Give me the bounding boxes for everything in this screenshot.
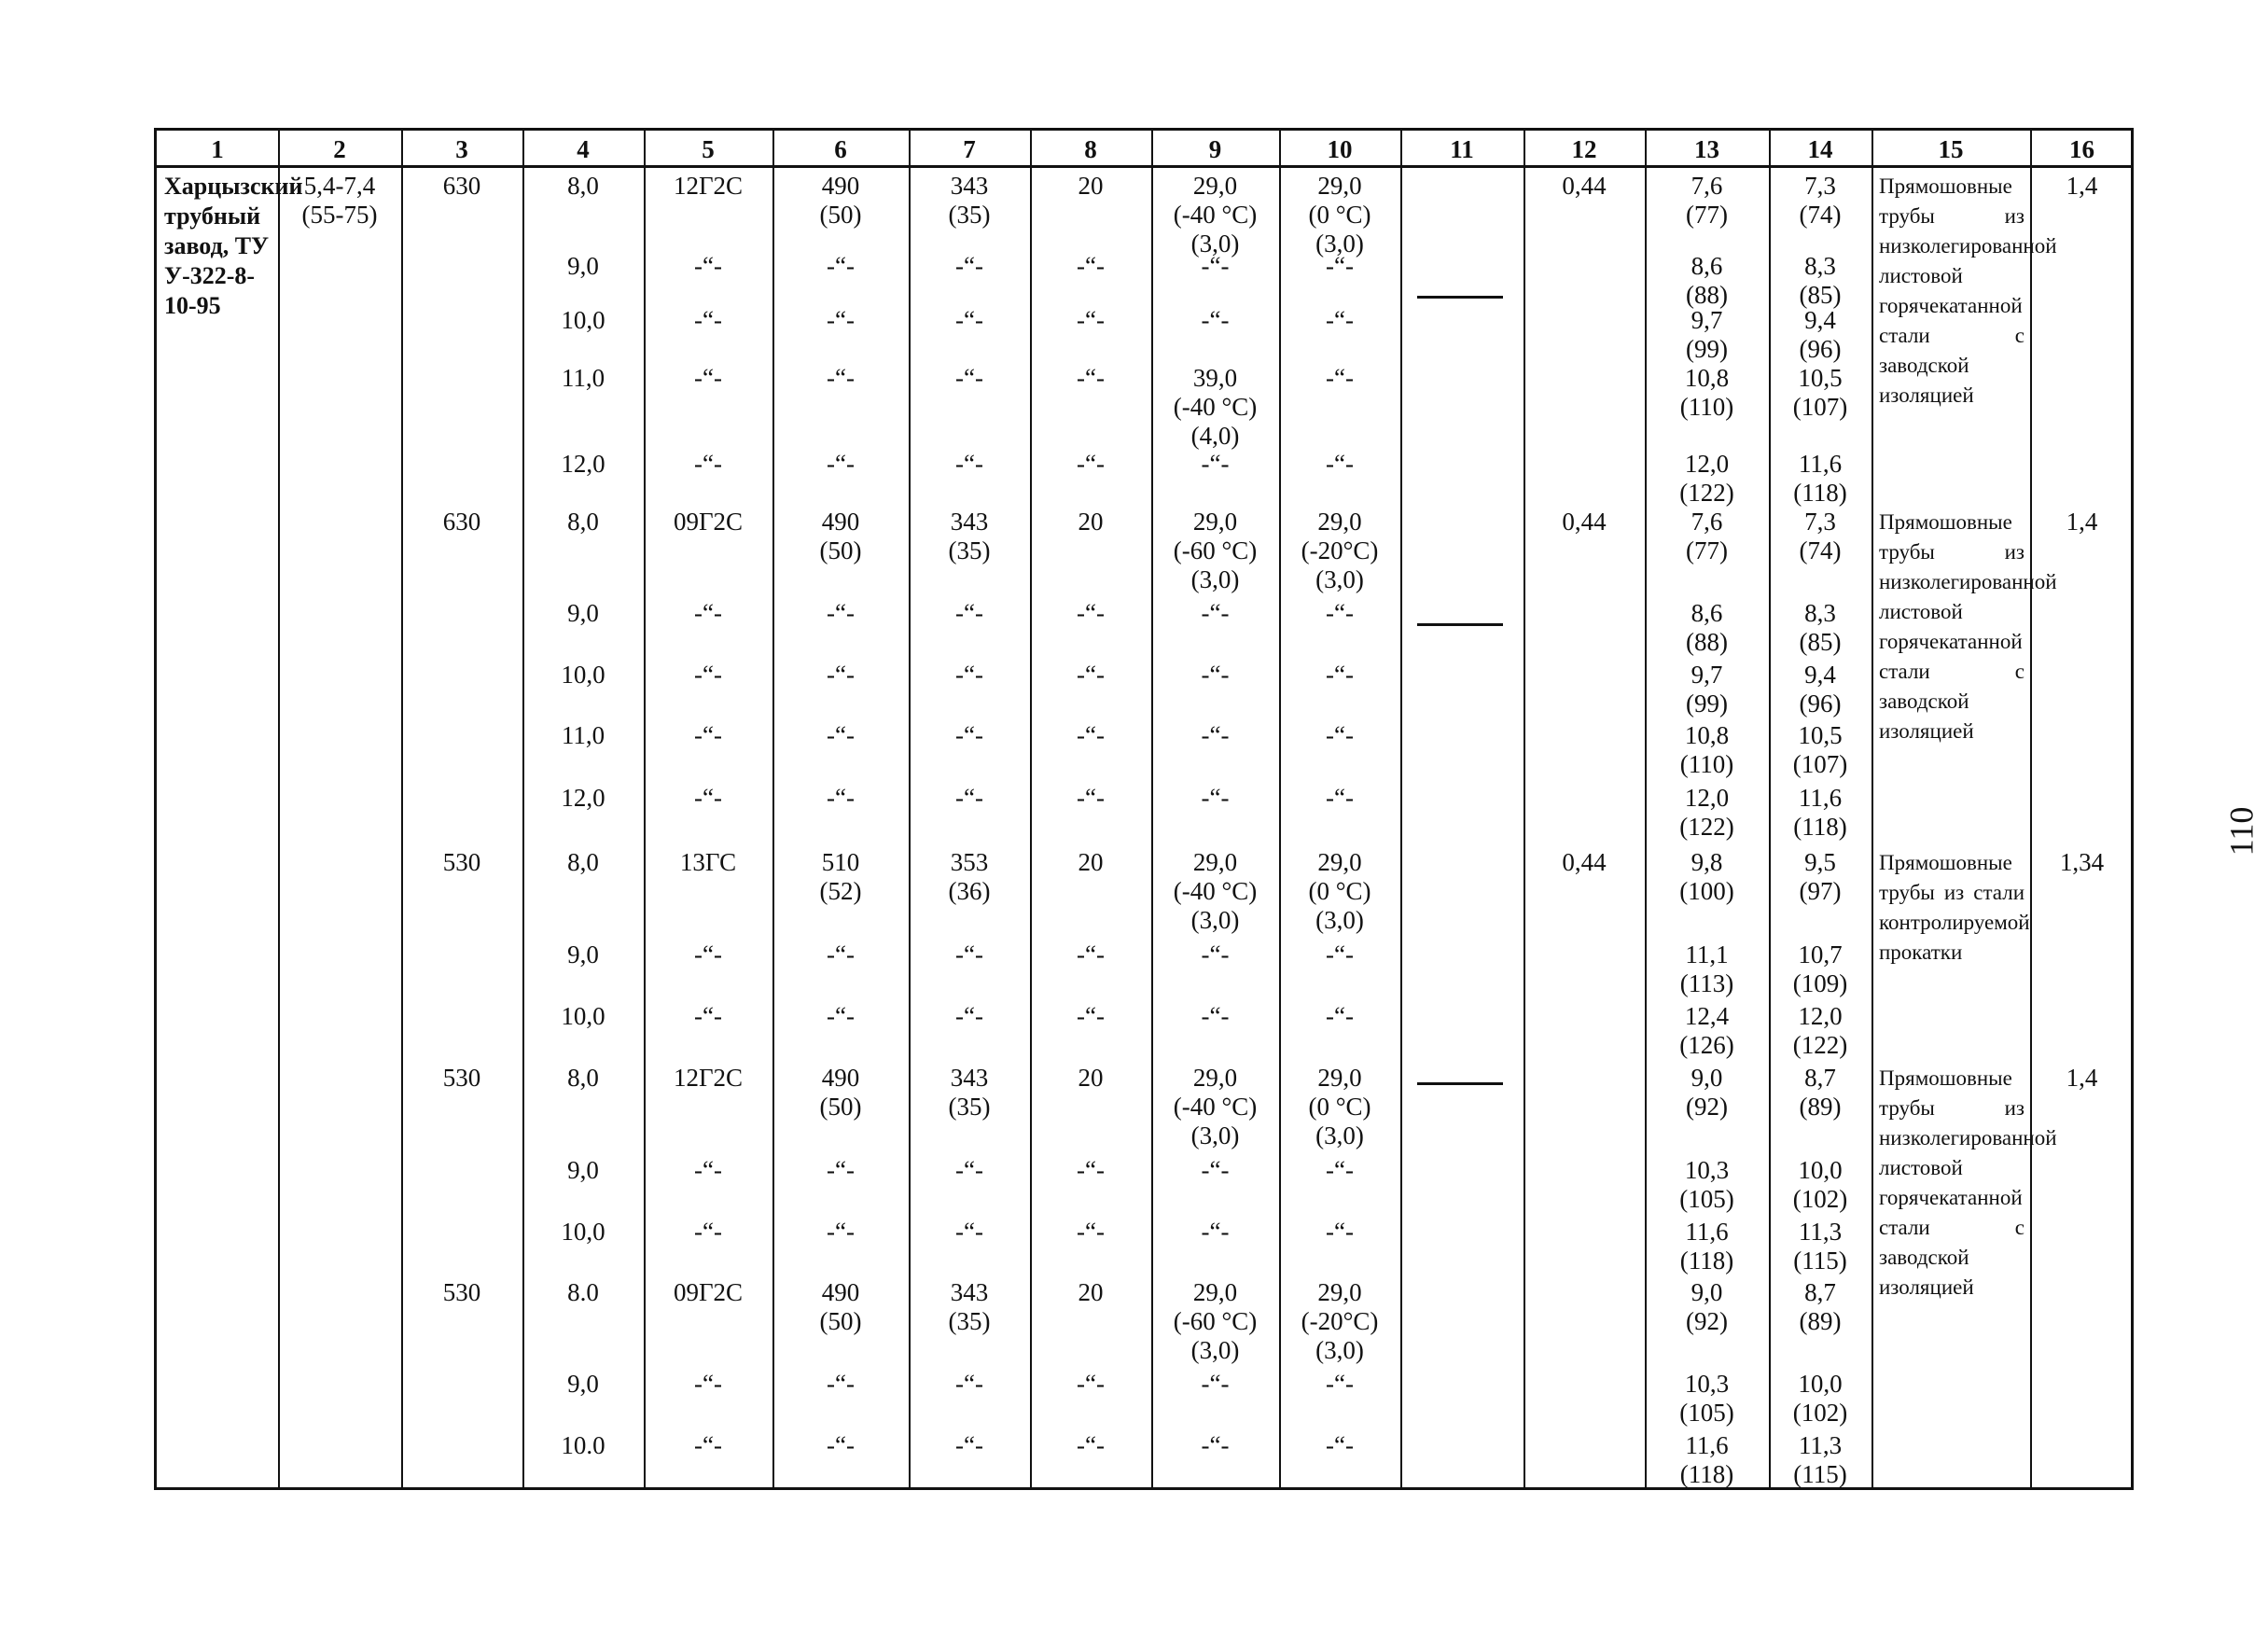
working-pressure: 8,7 (89) [1799,1278,1842,1335]
impact-strength: -“- [1201,252,1230,280]
impact-strength: -“- [1201,599,1230,627]
impact-strength-welded: -“- [1326,306,1354,334]
elongation: -“- [1077,940,1105,968]
impact-strength: -“- [1201,306,1230,334]
working-pressure: 10,5 (107) [1792,721,1848,778]
elongation: -“- [1077,1218,1105,1246]
impact-strength: -“- [1201,940,1230,968]
header-divider [157,165,2131,168]
wall-thickness: 9,0 [567,1156,599,1184]
test-pressure: 9,0 (92) [1686,1278,1728,1335]
specification-table [154,128,2134,1490]
impact-strength-welded: -“- [1326,721,1354,749]
impact-strength-welded: -“- [1326,940,1354,968]
impact-strength-welded: -“- [1326,1370,1354,1398]
steel-grade: 09Г2С [673,1278,744,1306]
tensile-strength: 490 (50) [819,1278,862,1335]
test-pressure: 10,8 (110) [1679,721,1734,778]
test-pressure: 10,8 (110) [1679,364,1734,421]
working-pressure: 10,0 (102) [1792,1370,1848,1427]
yield-strength: -“- [955,599,983,627]
steel-grade: -“- [694,1370,722,1398]
impact-strength: -“- [1201,721,1230,749]
yield-strength: -“- [955,1218,983,1246]
working-pressure: 8,3 (85) [1799,252,1842,309]
impact-strength: 29,0 (-40 °С) (3,0) [1173,172,1258,258]
elongation: -“- [1077,784,1105,812]
wall-thickness: 12,0 [561,784,605,812]
yield-strength: -“- [955,721,983,749]
impact-strength-welded: -“- [1326,1156,1354,1184]
working-pressure: 12,0 (122) [1792,1002,1848,1059]
yield-strength: 343 (35) [948,1064,991,1121]
test-pressure: 10,3 (105) [1679,1370,1734,1427]
test-pressure: 12,0 (122) [1679,450,1734,507]
test-pressure: 8,6 (88) [1686,599,1728,656]
tensile-strength: 490 (50) [819,172,862,229]
yield-strength: -“- [955,1431,983,1459]
column-header: 7 [963,135,976,163]
elongation: 20 [1078,508,1104,536]
column-header: 16 [2069,135,2094,163]
tensile-strength: -“- [827,252,855,280]
impact-strength: -“- [1201,1370,1230,1398]
wall-thickness: 11,0 [561,364,605,392]
impact-strength-welded: -“- [1326,1218,1354,1246]
impact-strength-welded: -“- [1326,364,1354,392]
steel-grade: -“- [694,1218,722,1246]
yield-strength: -“- [955,661,983,689]
working-pressure: 11,3 (115) [1793,1218,1847,1275]
steel-grade: -“- [694,1002,722,1030]
column-divider [2030,131,2032,1487]
yield-strength: 353 (36) [948,848,991,905]
column-divider [1524,131,1525,1487]
pipe-diameter: 530 [442,1064,481,1092]
tensile-strength: 510 (52) [819,848,862,905]
working-pressure: 10,0 (102) [1792,1156,1848,1213]
elongation: 20 [1078,172,1104,200]
test-pressure: 9,7 (99) [1686,306,1728,363]
elongation: -“- [1077,450,1105,478]
working-pressure: 7,3 (74) [1799,508,1842,564]
manufacturer-name: Харцызский трубный завод, ТУ У-322-8-10-95 [164,173,303,319]
impact-strength-welded: -“- [1326,450,1354,478]
wall-thickness: 8,0 [567,848,599,876]
elongation: -“- [1077,1002,1105,1030]
elongation: 20 [1078,1064,1104,1092]
test-pressure: 11,6 (118) [1679,1431,1734,1488]
working-pressure: 11,6 (118) [1793,784,1847,841]
tensile-strength: -“- [827,940,855,968]
impact-strength: -“- [1201,661,1230,689]
impact-strength: -“- [1201,1431,1230,1459]
tensile-strength: -“- [827,661,855,689]
impact-strength-welded: -“- [1326,252,1354,280]
impact-strength: -“- [1201,784,1230,812]
column-header: 11 [1450,135,1474,163]
impact-strength-welded: -“- [1326,1431,1354,1459]
wall-thickness: 8,0 [567,1064,599,1092]
test-pressure: 9,0 (92) [1686,1064,1728,1121]
column-header: 12 [1571,135,1597,163]
impact-strength: -“- [1201,1218,1230,1246]
elongation: -“- [1077,1156,1105,1184]
elongation: 20 [1078,1278,1104,1306]
impact-strength-welded: 29,0 (0 °С) (3,0) [1308,172,1371,258]
impact-strength: 29,0 (-40 °С) (3,0) [1173,1064,1258,1149]
column-header: 9 [1208,135,1222,163]
pipe-diameter: 630 [442,172,481,200]
elongation: -“- [1077,252,1105,280]
tensile-strength: -“- [827,599,855,627]
yield-strength: -“- [955,1156,983,1184]
working-pressure: 7,3 (74) [1799,172,1842,229]
elongation: -“- [1077,364,1105,392]
working-pressure: 8,7 (89) [1799,1064,1842,1121]
yield-strength: 343 (35) [948,1278,991,1335]
wall-thickness: 8.0 [567,1278,599,1306]
wall-thickness: 9,0 [567,940,599,968]
test-pressure: 11,1 (113) [1679,940,1734,997]
test-pressure: 9,7 (99) [1686,661,1728,718]
steel-grade: -“- [694,1431,722,1459]
steel-grade: -“- [694,1156,722,1184]
coefficient: 0,44 [1562,508,1607,536]
elongation: -“- [1077,599,1105,627]
wall-thickness: 9,0 [567,1370,599,1398]
working-pressure: 10,7 (109) [1792,940,1848,997]
tensile-strength: 490 (50) [819,1064,862,1121]
impact-strength: -“- [1201,1156,1230,1184]
pipe-diameter: 530 [442,848,481,876]
pipe-description: Прямошовные трубы из низколегированной листовой горячекатанной стали с заводской изоляцией [1879,1066,2057,1299]
pipe-description: Прямошовные трубы из низколегированной листовой горячекатанной стали с заводской изоляцией [1879,510,2057,743]
impact-strength-welded: 29,0 (-20°С) (3,0) [1301,1278,1379,1364]
working-pressure: 9,4 (96) [1799,661,1842,718]
impact-strength: 29,0 (-40 °С) (3,0) [1173,848,1258,934]
pipe-diameter: 630 [442,508,481,536]
tensile-strength: -“- [827,1218,855,1246]
empty-value-dash [1417,296,1503,299]
test-pressure: 7,6 (77) [1686,172,1728,229]
steel-grade: -“- [694,940,722,968]
wall-thickness: 8,0 [567,172,599,200]
impact-strength-welded: 29,0 (0 °С) (3,0) [1308,848,1371,934]
pressure-range: 5,4-7,4 (55-75) [301,172,378,229]
impact-strength-welded: 29,0 (0 °С) (3,0) [1308,1064,1371,1149]
steel-grade: -“- [694,599,722,627]
working-pressure: 9,4 (96) [1799,306,1842,363]
impact-strength: 29,0 (-60 °С) (3,0) [1173,508,1258,593]
elongation: -“- [1077,306,1105,334]
impact-strength-welded: -“- [1326,1002,1354,1030]
wall-thickness: 9,0 [567,599,599,627]
column-header: 1 [211,135,224,163]
tensile-strength: -“- [827,364,855,392]
coefficient: 0,44 [1562,172,1607,200]
steel-grade: 12Г2С [673,1064,744,1092]
steel-grade: -“- [694,252,722,280]
tensile-strength: 490 (50) [819,508,862,564]
column-header: 6 [834,135,847,163]
yield-strength: -“- [955,784,983,812]
reliability-factor: 1,4 [2066,1064,2098,1092]
working-pressure: 8,3 (85) [1799,599,1842,656]
pipe-diameter: 530 [442,1278,481,1306]
column-divider [278,131,280,1487]
steel-grade: -“- [694,784,722,812]
tensile-strength: -“- [827,721,855,749]
coefficient: 0,44 [1562,848,1607,876]
working-pressure: 9,5 (97) [1799,848,1842,905]
wall-thickness: 8,0 [567,508,599,536]
column-header: 10 [1327,135,1353,163]
tensile-strength: -“- [827,784,855,812]
impact-strength-welded: -“- [1326,784,1354,812]
wall-thickness: 10,0 [561,1218,605,1246]
impact-strength: 39,0 (-40 °С) (4,0) [1173,364,1258,450]
tensile-strength: -“- [827,1002,855,1030]
tensile-strength: -“- [827,1370,855,1398]
yield-strength: -“- [955,450,983,478]
tensile-strength: -“- [827,450,855,478]
column-header: 3 [455,135,468,163]
wall-thickness: 11,0 [561,721,605,749]
column-header: 2 [333,135,346,163]
wall-thickness: 10,0 [561,306,605,334]
tensile-strength: -“- [827,306,855,334]
tensile-strength: -“- [827,1431,855,1459]
yield-strength: 343 (35) [948,172,991,229]
yield-strength: -“- [955,364,983,392]
wall-thickness: 10,0 [561,1002,605,1030]
pipe-description: Прямошовные трубы из стали контролируемой прокатки [1879,851,2030,964]
reliability-factor: 1,4 [2066,172,2098,200]
yield-strength: -“- [955,252,983,280]
empty-value-dash [1417,623,1503,626]
pipe-description: Прямошовные трубы из низколегированной листовой горячекатанной стали с заводской изоляцией [1879,174,2057,407]
elongation: -“- [1077,1370,1105,1398]
impact-strength: 29,0 (-60 °С) (3,0) [1173,1278,1258,1364]
column-header: 15 [1938,135,1964,163]
test-pressure: 10,3 (105) [1679,1156,1734,1213]
yield-strength: 343 (35) [948,508,991,564]
working-pressure: 11,6 (118) [1793,450,1847,507]
reliability-factor: 1,34 [2059,848,2105,876]
column-header: 5 [702,135,715,163]
steel-grade: -“- [694,306,722,334]
steel-grade: -“- [694,364,722,392]
steel-grade: 09Г2С [673,508,744,536]
working-pressure: 11,3 (115) [1793,1431,1847,1488]
steel-grade: 12Г2С [673,172,744,200]
column-divider [1871,131,1873,1487]
column-header: 13 [1694,135,1719,163]
steel-grade: -“- [694,661,722,689]
elongation: -“- [1077,721,1105,749]
working-pressure: 10,5 (107) [1792,364,1848,421]
wall-thickness: 10,0 [561,661,605,689]
steel-grade: 13ГС [679,848,737,876]
impact-strength-welded: -“- [1326,661,1354,689]
empty-value-dash [1417,1082,1503,1085]
test-pressure: 11,6 (118) [1679,1218,1734,1275]
column-header: 4 [577,135,590,163]
elongation: -“- [1077,1431,1105,1459]
test-pressure: 8,6 (88) [1686,252,1728,309]
impact-strength-welded: 29,0 (-20°С) (3,0) [1301,508,1379,593]
column-divider [1400,131,1402,1487]
reliability-factor: 1,4 [2066,508,2098,536]
test-pressure: 12,0 (122) [1679,784,1734,841]
yield-strength: -“- [955,940,983,968]
test-pressure: 7,6 (77) [1686,508,1728,564]
column-header: 8 [1084,135,1097,163]
impact-strength-welded: -“- [1326,599,1354,627]
wall-thickness: 12,0 [561,450,605,478]
wall-thickness: 10.0 [561,1431,605,1459]
impact-strength: -“- [1201,1002,1230,1030]
test-pressure: 9,8 (100) [1679,848,1734,905]
wall-thickness: 9,0 [567,252,599,280]
yield-strength: -“- [955,1370,983,1398]
elongation: -“- [1077,661,1105,689]
impact-strength: -“- [1201,450,1230,478]
page-number: 110 [2222,806,2261,857]
yield-strength: -“- [955,1002,983,1030]
tensile-strength: -“- [827,1156,855,1184]
steel-grade: -“- [694,450,722,478]
elongation: 20 [1078,848,1104,876]
steel-grade: -“- [694,721,722,749]
test-pressure: 12,4 (126) [1679,1002,1734,1059]
yield-strength: -“- [955,306,983,334]
column-header: 14 [1807,135,1833,163]
